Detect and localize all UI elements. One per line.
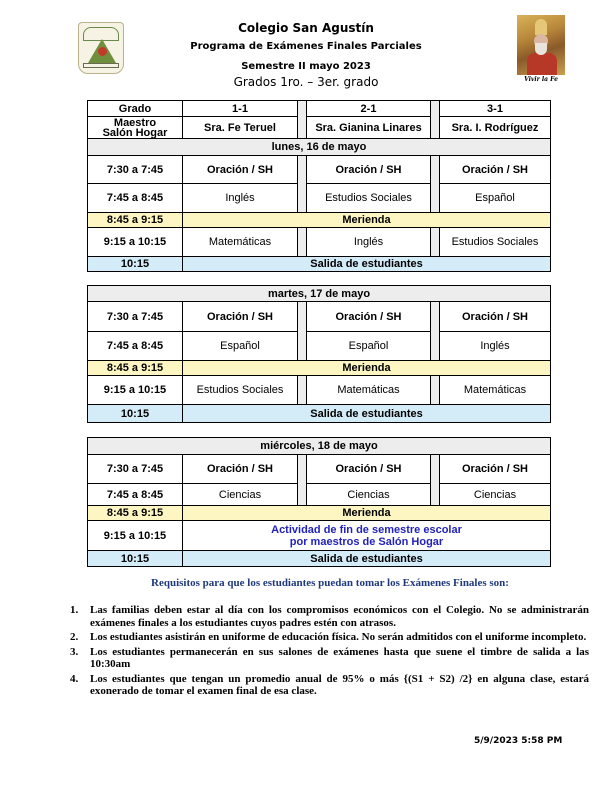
day-header: miércoles, 18 de mayo: [88, 438, 551, 455]
saint-portrait-icon: [517, 15, 565, 75]
group-2: 2-1: [307, 101, 431, 117]
dismissal-row: 10:15 Salida de estudiantes: [88, 257, 551, 272]
teacher-label: Maestro Salón Hogar: [88, 117, 183, 139]
school-crest-icon: [78, 22, 124, 74]
teacher-3: Sra. I. Rodríguez: [440, 117, 551, 139]
slot-row: 7:45 a 8:45 Inglés Estudios Sociales Español: [88, 184, 551, 213]
day-header: martes, 17 de mayo: [88, 286, 551, 302]
grade-label: Grado: [88, 101, 183, 117]
group-1: 1-1: [183, 101, 298, 117]
requirements-title: Requisitos para que los estudiantes puedan tomar los Exámenes Finales son:: [151, 577, 509, 589]
portrait-caption: Vivir la Fe: [524, 76, 558, 83]
slot-row: 7:45 a 8:45 Español Español Inglés: [88, 332, 551, 361]
snack-row: 8:45 a 9:15 Merienda: [88, 361, 551, 376]
slot-row: 7:30 a 7:45 Oración / SH Oración / SH Oración / SH: [88, 302, 551, 332]
program-title: Programa de Exámenes Finales Parciales: [190, 41, 422, 52]
slot-row: 9:15 a 10:15 Matemáticas Inglés Estudios Sociales: [88, 228, 551, 257]
school-name: Colegio San Agustín: [238, 21, 374, 35]
grade-row: [88, 101, 551, 117]
document-header: [0, 0, 612, 100]
teacher-row: [88, 117, 551, 139]
requirement-item: 1. Las familias deben estar al día con los compromisos económicos con el Colegio. No se administrarán exámenes finales a los estudiantes cuyos padres estén con atrasos.: [70, 604, 589, 629]
grades-title: Grados 1ro. – 3er. grado: [233, 75, 379, 89]
semester-title: Semestre II mayo 2023: [241, 61, 371, 72]
schedule-table-monday: [87, 100, 551, 272]
teacher-1: Sra. Fe Teruel: [183, 117, 298, 139]
title-block: [150, 20, 462, 89]
teacher-2: Sra. Gianina Linares: [307, 117, 431, 139]
activity-row: 9:15 a 10:15 Actividad de fin de semestre escolar por maestros de Salón Hogar: [88, 521, 551, 551]
column-gap: [431, 101, 440, 139]
dismissal-row: 10:15 Salida de estudiantes: [88, 405, 551, 423]
snack-row: 8:45 a 9:15 Merienda: [88, 213, 551, 228]
schedule-table-tuesday: [87, 285, 551, 423]
snack-row: 8:45 a 9:15 Merienda: [88, 506, 551, 521]
requirement-item: 3. Los estudiantes permanecerán en sus salones de exámenes hasta que suene el timbre de salida a las 10:30am: [70, 645, 589, 670]
slot-row: 7:45 a 8:45 Ciencias Ciencias Ciencias: [88, 484, 551, 506]
slot-row: 9:15 a 10:15 Estudios Sociales Matemáticas Matemáticas: [88, 376, 551, 405]
day-header: lunes, 16 de mayo: [88, 139, 551, 156]
requirement-item: 4. Los estudiantes que tengan un promedio anual de 95% o más {(S1 + S2) /2} en alguna clase, estará exonerado de tomar el examen final de esa clase.: [70, 672, 589, 697]
requirement-item: 2. Los estudiantes asistirán en uniforme de educación física. No serán admitidos con el uniforme incompleto.: [70, 631, 587, 643]
activity-note: Actividad de fin de semestre escolar por maestros de Salón Hogar: [183, 521, 551, 551]
schedule-table-wednesday: [87, 437, 551, 567]
slot-row: 7:30 a 7:45 Oración / SH Oración / SH Oración / SH: [88, 156, 551, 184]
group-3: 3-1: [440, 101, 551, 117]
dismissal-row: 10:15 Salida de estudiantes: [88, 551, 551, 567]
requirements-list: [70, 604, 589, 700]
print-timestamp: 5/9/2023 5:58 PM: [474, 736, 563, 746]
slot-row: 7:30 a 7:45 Oración / SH Oración / SH Oración / SH: [88, 455, 551, 484]
column-gap: [298, 101, 307, 139]
